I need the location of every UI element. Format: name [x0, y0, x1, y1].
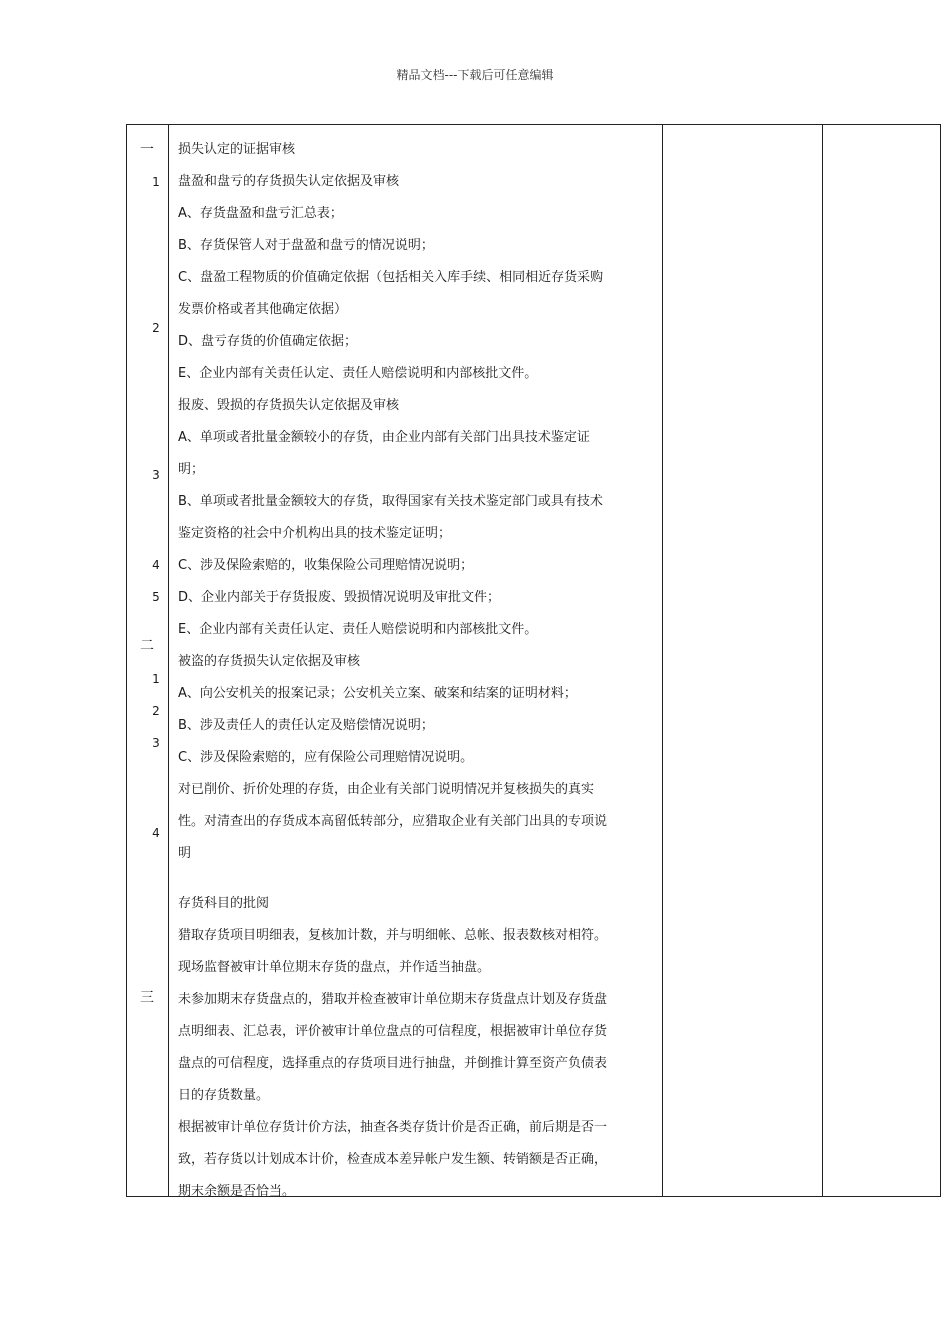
row-number: 2	[152, 704, 160, 718]
content-line: C、涉及保险索赔的，收集保险公司理赔情况说明；	[178, 558, 474, 573]
content-line: 性。对清查出的存货成本高留低转部分，应猎取企业有关部门出具的专项说	[178, 814, 608, 829]
content-line: 被盗的存货损失认定依据及审核	[178, 654, 361, 669]
content-line: 根据被审计单位存货计价方法，抽查各类存货计价是否正确，前后期是否一	[178, 1120, 608, 1135]
row-number: 4	[152, 558, 160, 572]
page-header: 精品文档---下载后可任意编辑	[396, 68, 554, 82]
content-line: 日的存货数量。	[178, 1088, 270, 1103]
content-line: C、盘盈工程物质的价值确定依据（包括相关入库手续、相同相近存货采购	[178, 270, 604, 285]
column-divider-1	[168, 124, 169, 1197]
content-line: 发票价格或者其他确定依据）	[178, 302, 348, 317]
content-line: E、企业内部有关责任认定、责任人赔偿说明和内部核批文件。	[178, 366, 538, 381]
row-number: 1	[152, 175, 160, 189]
row-number: 1	[152, 672, 160, 686]
content-line: 报废、毁损的存货损失认定依据及审核	[178, 398, 400, 413]
row-number: 二	[140, 638, 154, 654]
content-line: B、存货保管人对于盘盈和盘亏的情况说明；	[178, 238, 434, 253]
content-line: D、盘亏存货的价值确定依据；	[178, 334, 358, 349]
content-line: 存货科目的批阅	[178, 896, 270, 911]
content-line: 鉴定资格的社会中介机构出具的技术鉴定证明；	[178, 526, 452, 541]
row-number: 3	[152, 736, 160, 750]
content-line: 致，若存货以计划成本计价，检查成本差异帐户发生额、转销额是否正确，	[178, 1152, 608, 1167]
content-line: A、单项或者批量金额较小的存货，由企业内部有关部门出具技术鉴定证	[178, 430, 590, 445]
content-line: 未参加期末存货盘点的，猎取并检查被审计单位期末存货盘点计划及存货盘	[178, 992, 608, 1007]
content-line: C、涉及保险索赔的，应有保险公司理赔情况说明。	[178, 750, 474, 765]
content-line: A、存货盘盈和盘亏汇总表；	[178, 206, 343, 221]
content-line: A、向公安机关的报案记录；公安机关立案、破案和结案的证明材料；	[178, 686, 577, 701]
column-divider-3	[822, 124, 823, 1197]
content-line: D、企业内部关于存货报废、毁损情况说明及审批文件；	[178, 590, 501, 605]
row-number: 3	[152, 468, 160, 482]
content-line: 盘点的可信程度，选择重点的存货项目进行抽盘，并倒推计算至资产负债表	[178, 1056, 608, 1071]
row-number: 5	[152, 590, 160, 604]
content-line: E、企业内部有关责任认定、责任人赔偿说明和内部核批文件。	[178, 622, 538, 637]
content-line: 现场监督被审计单位期末存货的盘点，并作适当抽盘。	[178, 960, 491, 975]
content-line: 猎取存货项目明细表，复核加计数，并与明细帐、总帐、报表数核对相符。	[178, 928, 608, 943]
content-line: 盘盈和盘亏的存货损失认定依据及审核	[178, 174, 400, 189]
content-line: 明	[178, 846, 192, 861]
column-divider-2	[662, 124, 663, 1197]
content-line: 点明细表、汇总表，评价被审计单位盘点的可信程度，根据被审计单位存货	[178, 1024, 608, 1039]
content-line: B、涉及责任人的责任认定及赔偿情况说明；	[178, 718, 434, 733]
content-line: 明；	[178, 462, 205, 477]
content-line: 损失认定的证据审核	[178, 142, 296, 157]
content-line: B、单项或者批量金额较大的存货，取得国家有关技术鉴定部门或具有技术	[178, 494, 603, 509]
row-number: 一	[140, 142, 154, 158]
row-number: 4	[152, 826, 160, 840]
row-number: 三	[140, 990, 154, 1006]
row-number: 2	[152, 321, 160, 335]
content-line: 期末余额是否恰当。	[178, 1184, 296, 1199]
content-line: 对已削价、折价处理的存货，由企业有关部门说明情况并复核损失的真实	[178, 782, 595, 797]
